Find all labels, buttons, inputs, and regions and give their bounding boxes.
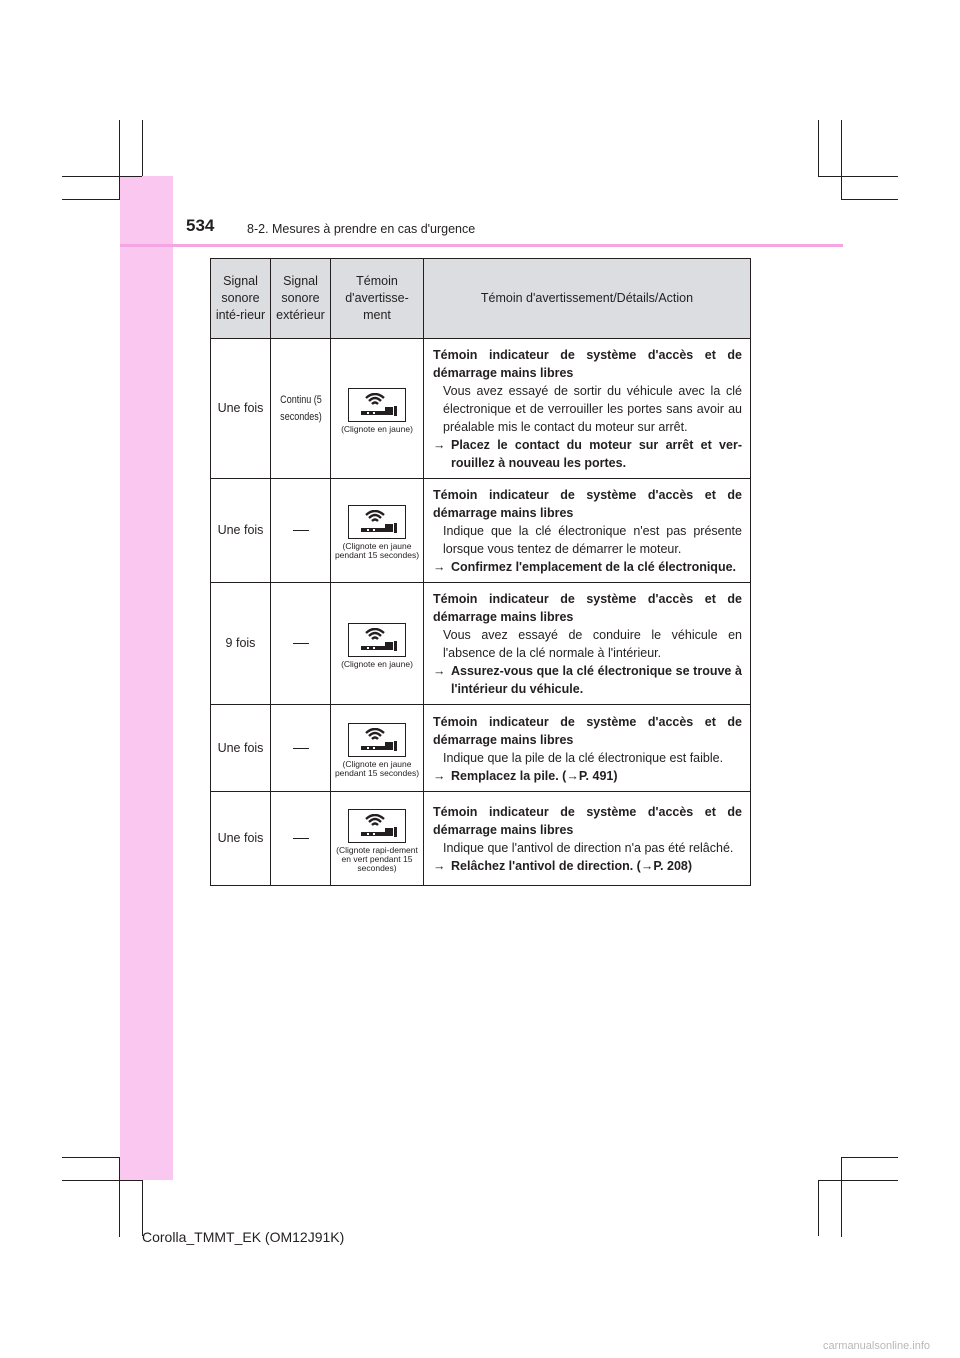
- details-action: [433, 767, 742, 785]
- exterior-buzzer-value: Continu (5 secondes): [279, 393, 322, 423]
- interior-buzzer-cell: [211, 792, 271, 886]
- crop-mark: [62, 199, 120, 200]
- crop-mark: [818, 1180, 819, 1236]
- smart-key-warning-icon: [348, 505, 406, 539]
- lamp-caption: (Clignote en jaune pendant 15 secondes): [334, 541, 420, 560]
- details-body: Indique que l'antivol de direction n'a pas été relâché.: [443, 841, 734, 855]
- details-action: [433, 662, 742, 698]
- details-title: Témoin indicateur de système d'accès et de démarrage mains libres: [433, 348, 742, 380]
- crop-mark: [818, 120, 819, 176]
- arrow-right-icon: →: [433, 768, 446, 783]
- interior-buzzer-value: Une fois: [217, 401, 264, 415]
- details-action-text: Assurez-vous que la clé électronique se trouve à l'intérieur du véhicule.: [451, 664, 742, 696]
- crop-mark: [62, 1180, 142, 1181]
- details-action-text: Remplacez la pile. (→P. 491): [451, 768, 618, 783]
- interior-buzzer-value: Une fois: [217, 523, 264, 537]
- header-exterior-buzzer: [271, 259, 331, 339]
- lamp-caption: (Clignote en jaune): [341, 423, 413, 434]
- header-warning-lamp: [331, 259, 424, 339]
- details-action: [433, 857, 742, 875]
- crop-mark: [142, 120, 143, 176]
- exterior-buzzer-value: [293, 741, 309, 755]
- table-row: [211, 479, 751, 583]
- lamp-caption: (Clignote en jaune pendant 15 secondes): [334, 758, 420, 778]
- details-body: Vous avez essayé de sortir du véhicule avec la clé électronique et de verrouiller les portes sans avoir au préalable mis le contact du moteur sur arrêt.: [443, 384, 742, 434]
- interior-buzzer-cell: [211, 339, 271, 479]
- header-interior-buzzer: [211, 259, 271, 339]
- crop-mark: [62, 176, 142, 177]
- document-footer: Corolla_TMMT_EK (OM12J91K): [142, 1229, 345, 1245]
- exterior-buzzer-cell: [276, 339, 325, 479]
- details-action: [433, 558, 742, 576]
- interior-buzzer-cell: [211, 705, 271, 792]
- smart-key-warning-icon-graphic: [355, 728, 399, 752]
- details-title: Témoin indicateur de système d'accès et de démarrage mains libres: [433, 592, 742, 624]
- header-interior-label: Signal sonore inté-rieur: [215, 274, 266, 322]
- dash-glyph: [293, 838, 309, 839]
- table-row: [211, 583, 751, 705]
- warning-lamp-cell: [331, 705, 424, 792]
- interior-buzzer-cell: [211, 479, 271, 583]
- table-row: [211, 705, 751, 792]
- details-body: Indique que la clé électronique n'est pas présente lorsque vous tentez de démarrer le moteur.: [443, 524, 742, 556]
- details-cell: [424, 479, 751, 583]
- exterior-buzzer-cell: [271, 479, 331, 583]
- details-title: Témoin indicateur de système d'accès et de démarrage mains libres: [433, 805, 742, 837]
- crop-mark: [841, 199, 898, 200]
- arrow-right-icon: →: [433, 560, 446, 574]
- header-exterior-label: Signal sonore extérieur: [276, 274, 325, 322]
- dash-glyph: [293, 748, 309, 749]
- interior-buzzer-value: Une fois: [217, 740, 264, 755]
- exterior-buzzer-cell: [271, 792, 331, 886]
- details-cell: [424, 339, 751, 479]
- arrow-right-icon: →: [433, 859, 446, 873]
- details-body: Indique que la pile de la clé électronique est faible.: [443, 750, 724, 765]
- header-details-label: Témoin d'avertissement/Détails/Action: [480, 291, 694, 305]
- dash-glyph: [293, 530, 309, 531]
- page-side-tab: [120, 176, 173, 1180]
- lamp-caption: (Clignote en jaune): [341, 658, 413, 669]
- watermark: carmanualsonline.info: [823, 1340, 931, 1352]
- smart-key-warning-icon: [348, 809, 406, 843]
- arrow-right-icon: →: [433, 438, 446, 452]
- lamp-caption: (Clignote rapi-dement en vert pendant 15 secondes): [336, 844, 418, 873]
- crop-mark: [119, 120, 120, 200]
- warning-lamp-cell: [331, 583, 424, 705]
- warning-lamp-cell: [331, 339, 424, 479]
- table-row: [211, 792, 751, 886]
- section-title: 8-2. Mesures à prendre en cas d'urgence: [247, 222, 476, 236]
- details-title: Témoin indicateur de système d'accès et de démarrage mains libres: [433, 714, 742, 747]
- table-row: [211, 339, 751, 479]
- crop-mark: [119, 1157, 120, 1237]
- details-action-text: Placez le contact du moteur sur arrêt et ver-rouillez à nouveau les portes.: [451, 438, 742, 470]
- crop-mark: [142, 1180, 143, 1236]
- smart-key-warning-icon: [348, 388, 406, 422]
- interior-buzzer-value: Une fois: [217, 831, 264, 845]
- smart-key-warning-icon: [348, 623, 406, 657]
- crop-mark: [841, 120, 842, 200]
- smart-key-warning-icon-graphic: [355, 814, 399, 838]
- interior-buzzer-cell: [211, 583, 271, 705]
- crop-mark: [841, 1157, 898, 1158]
- details-cell: [424, 705, 751, 792]
- smart-key-warning-icon-graphic: [355, 510, 399, 534]
- exterior-buzzer-cell: [271, 705, 331, 792]
- warning-lamp-cell: [331, 479, 424, 583]
- interior-buzzer-value: 9 fois: [225, 636, 256, 650]
- warning-table: [210, 258, 751, 886]
- table-header-row: [211, 259, 751, 339]
- crop-mark: [841, 1157, 842, 1237]
- warning-lamp-cell: [331, 792, 424, 886]
- details-body: Vous avez essayé de conduire le véhicule en l'absence de la clé normale à l'intérieur.: [443, 628, 742, 660]
- crop-mark: [818, 176, 898, 177]
- details-action: [433, 436, 742, 472]
- details-action-text: Relâchez l'antivol de direction. (→P. 208): [451, 859, 693, 873]
- smart-key-warning-icon-graphic: [355, 393, 399, 417]
- exterior-buzzer-value: [293, 831, 309, 845]
- header-lamp-label: Témoin d'avertisse-ment: [345, 274, 409, 322]
- header-details: [424, 259, 751, 339]
- exterior-buzzer-value: [293, 523, 309, 537]
- header-rule: [120, 244, 843, 247]
- arrow-right-icon: →: [433, 664, 446, 678]
- details-cell: [424, 583, 751, 705]
- details-title: Témoin indicateur de système d'accès et de démarrage mains libres: [433, 488, 742, 520]
- details-cell: [424, 792, 751, 886]
- smart-key-warning-icon: [348, 723, 406, 757]
- details-action-text: Confirmez l'emplacement de la clé électronique.: [451, 560, 737, 574]
- page-number: 534: [186, 216, 215, 235]
- exterior-buzzer-value: [293, 636, 309, 650]
- crop-mark: [62, 1157, 120, 1158]
- crop-mark: [818, 1180, 898, 1181]
- smart-key-warning-icon-graphic: [355, 628, 399, 652]
- dash-glyph: [293, 643, 309, 644]
- exterior-buzzer-cell: [271, 583, 331, 705]
